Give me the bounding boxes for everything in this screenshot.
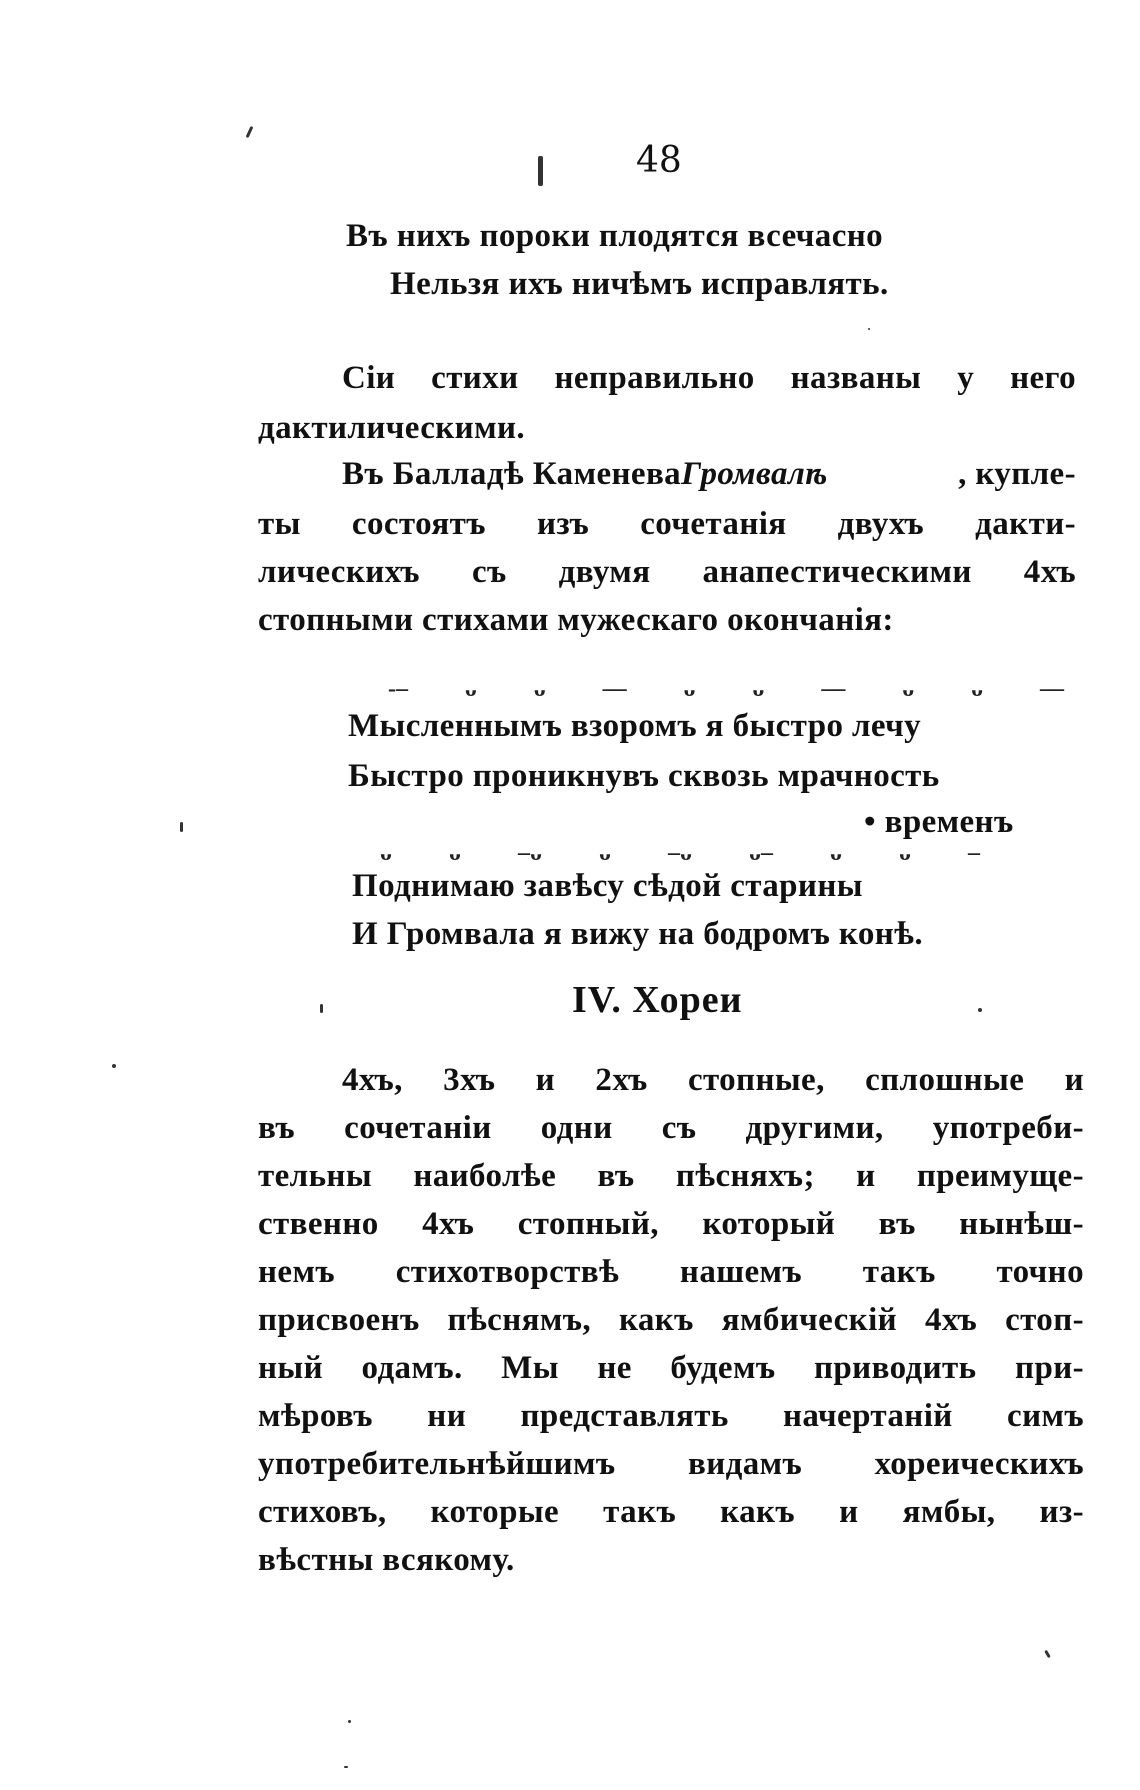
print-mark (348, 1720, 351, 1723)
para2-line: стопными стихами мужескаго окончанія: (258, 602, 894, 638)
para2-text: Въ Балладѣ Каменева (342, 456, 682, 492)
para3-line: въ сочетаніи одни съ другими, употреби- (258, 1110, 1084, 1146)
print-mark (180, 822, 183, 832)
print-mark (1044, 1650, 1051, 1658)
verse2-line: Мысленнымъ взоромъ я быстро лечу (348, 708, 922, 744)
para3-line: употребительнѣйшимъ видамъ хореическихъ (258, 1446, 1084, 1482)
print-mark (344, 1766, 348, 1768)
metrical-scheme: -– ᴗ ᴗ –– ᴗ ᴗ –– ᴗ ᴗ –– (388, 676, 1064, 702)
para3-line: немъ стихотворствѣ нашемъ такъ точно (258, 1254, 1084, 1290)
para3-line: 4хъ, 3хъ и 2хъ стопные, сплошные и (342, 1062, 1084, 1098)
page-number: 48 (636, 140, 682, 181)
para2-line: лическихъ съ двумя анапестическими 4хъ (258, 554, 1076, 590)
para2-line (342, 454, 1076, 494)
print-mark (112, 1064, 116, 1068)
para3-line: ственно 4хъ стопный, который въ нынѣш- (258, 1206, 1084, 1242)
verse2-line: И Громвала я вижу на бодромъ конѣ. (352, 916, 924, 952)
section-heading: IV. Хореи (572, 979, 743, 1021)
print-mark (978, 1008, 982, 1012)
para3-line: тельны наиболѣе въ пѣсняхъ; и преимуще- (258, 1158, 1084, 1194)
para2-text: , купле- (958, 456, 1076, 492)
print-mark (320, 1004, 323, 1013)
verse1-line: Въ нихъ пороки плодятся всечасно (346, 218, 884, 254)
para3-line: присвоенъ пѣснямъ, какъ ямбическій 4хъ стоп- (258, 1302, 1084, 1338)
verse2-line: • временъ (864, 804, 1014, 840)
verse2-line: Быстро проникнувъ сквозь мрачность (348, 758, 940, 794)
para1-line: дактилическими. (258, 410, 526, 446)
print-mark (246, 126, 254, 138)
para3-line: стиховъ, которые такъ какъ и ямбы, из- (258, 1494, 1084, 1530)
para3-line: мѣровъ ни представлять начертаній симъ (258, 1398, 1084, 1434)
print-mark (538, 156, 543, 186)
verse2-line: Поднимаю завѣсу сѣдой старины (352, 868, 863, 904)
para3-line: вѣстны всякому. (258, 1542, 515, 1578)
print-mark (868, 328, 870, 330)
para2-line: ты состоятъ изъ сочетанія двухъ дакти- (258, 506, 1076, 542)
ballad-title: Громвалѣ (681, 456, 828, 492)
metrical-scheme: ᴗ ᴗ –ᴗ ᴗ –ᴗ ᴗ– ᴗ ᴗ – (380, 840, 980, 866)
verse1-line: Нельзя ихъ ничѣмъ исправлять. (390, 266, 889, 302)
para1-line: Сіи стихи неправильно названы у него (342, 360, 1076, 396)
para3-line: ный одамъ. Мы не будемъ приводить при- (258, 1350, 1084, 1386)
